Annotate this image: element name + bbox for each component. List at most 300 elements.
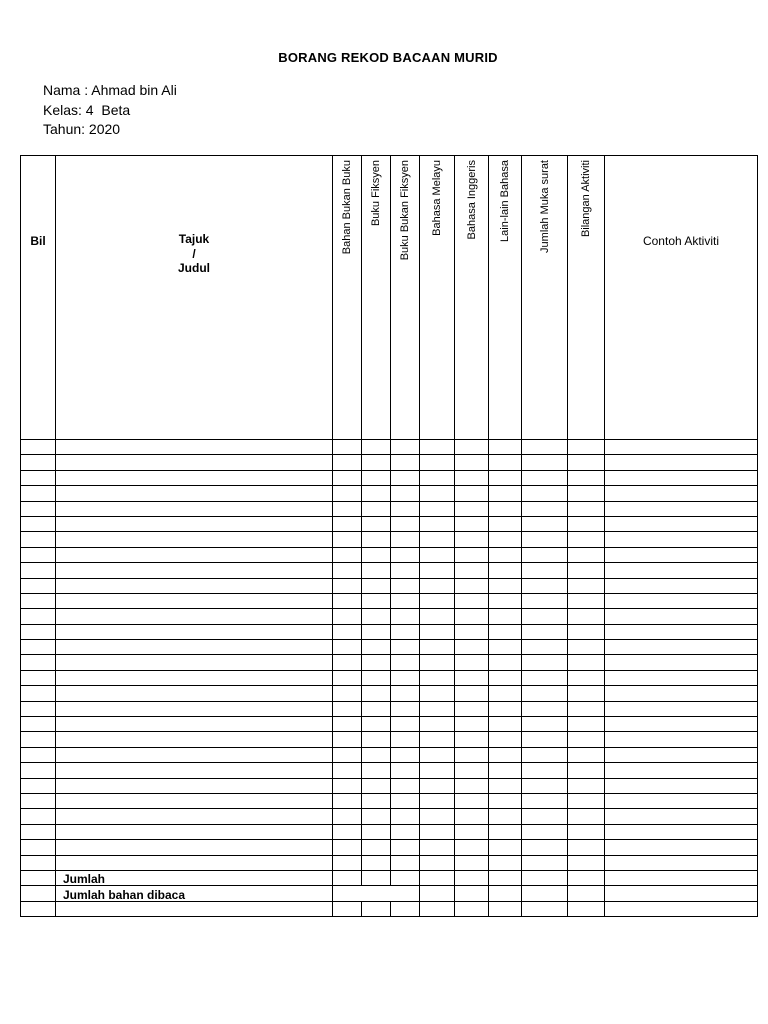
table-cell[interactable] [333,532,362,547]
table-cell[interactable] [21,516,56,531]
table-cell[interactable] [489,532,522,547]
table-cell[interactable] [420,747,455,762]
table-cell[interactable] [391,809,420,824]
table-cell[interactable] [21,793,56,808]
table-cell[interactable] [391,686,420,701]
table-cell[interactable] [568,670,605,685]
table-cell[interactable] [420,901,455,916]
table-cell[interactable] [21,778,56,793]
table-cell[interactable] [56,532,333,547]
table-cell[interactable] [391,870,420,885]
table-cell[interactable] [56,578,333,593]
table-cell[interactable] [522,763,568,778]
table-cell[interactable] [605,901,758,916]
table-cell[interactable] [362,578,391,593]
table-cell[interactable] [420,793,455,808]
table-cell[interactable] [605,470,758,485]
table-cell[interactable] [455,640,489,655]
table-cell[interactable] [568,532,605,547]
table-cell[interactable] [489,870,522,885]
table-cell[interactable] [362,640,391,655]
table-cell[interactable] [605,624,758,639]
table-cell[interactable] [489,578,522,593]
table-cell[interactable] [56,501,333,516]
table-cell[interactable] [568,732,605,747]
table-cell[interactable] [333,563,362,578]
table-cell[interactable] [56,593,333,608]
table-cell[interactable] [420,855,455,870]
table-cell[interactable] [56,547,333,562]
table-cell[interactable] [489,717,522,732]
table-cell[interactable] [420,655,455,670]
table-cell[interactable] [333,717,362,732]
table-cell[interactable] [362,470,391,485]
table-cell[interactable] [391,793,420,808]
table-cell[interactable] [420,516,455,531]
table-cell[interactable] [568,655,605,670]
table-cell[interactable] [56,824,333,839]
table-cell[interactable] [362,717,391,732]
table-cell[interactable] [420,701,455,716]
table-cell[interactable] [391,624,420,639]
table-cell[interactable] [333,686,362,701]
table-cell[interactable] [489,516,522,531]
table-cell[interactable] [362,655,391,670]
table-cell[interactable] [522,516,568,531]
table-cell[interactable] [568,516,605,531]
table-cell[interactable] [21,855,56,870]
table-cell[interactable] [333,440,362,455]
table-cell[interactable] [568,455,605,470]
table-cell[interactable] [455,870,489,885]
table-cell[interactable] [568,824,605,839]
table-cell[interactable] [522,486,568,501]
table-cell[interactable] [333,516,362,531]
table-cell[interactable] [455,717,489,732]
table-cell[interactable] [362,824,391,839]
table-cell[interactable] [455,793,489,808]
table-cell[interactable] [391,486,420,501]
table-cell[interactable] [333,486,362,501]
table-cell[interactable] [605,563,758,578]
table-cell[interactable] [56,840,333,855]
table-cell[interactable] [522,824,568,839]
table-cell[interactable] [420,778,455,793]
table-cell[interactable] [568,701,605,716]
table-cell[interactable] [605,670,758,685]
table-cell[interactable] [333,732,362,747]
table-cell[interactable] [333,809,362,824]
table-cell[interactable] [489,840,522,855]
table-cell[interactable] [21,763,56,778]
table-cell[interactable] [391,840,420,855]
table-cell[interactable] [56,670,333,685]
table-cell[interactable] [455,516,489,531]
table-cell[interactable] [333,840,362,855]
table-cell[interactable] [362,547,391,562]
table-cell[interactable] [56,440,333,455]
table-cell[interactable] [333,640,362,655]
table-cell[interactable] [362,701,391,716]
table-cell[interactable] [489,440,522,455]
table-cell[interactable] [21,655,56,670]
table-cell[interactable] [489,593,522,608]
table-cell[interactable] [568,793,605,808]
table-cell[interactable] [21,717,56,732]
table-cell[interactable] [56,486,333,501]
table-cell[interactable] [391,593,420,608]
table-cell[interactable] [420,593,455,608]
table-cell[interactable] [455,655,489,670]
table-cell[interactable] [568,593,605,608]
table-cell[interactable] [489,609,522,624]
table-cell[interactable] [391,563,420,578]
table-cell[interactable] [522,624,568,639]
table-cell[interactable] [522,455,568,470]
table-cell[interactable] [391,655,420,670]
table-cell[interactable] [56,763,333,778]
table-cell[interactable] [605,486,758,501]
table-cell[interactable] [362,516,391,531]
table-cell[interactable] [522,655,568,670]
table-cell[interactable] [522,670,568,685]
table-cell[interactable] [605,655,758,670]
table-cell[interactable] [568,440,605,455]
table-cell[interactable] [455,732,489,747]
table-cell[interactable] [56,624,333,639]
table-cell[interactable] [489,640,522,655]
table-cell[interactable] [420,732,455,747]
table-cell[interactable] [21,686,56,701]
table-cell[interactable] [21,440,56,455]
table-cell[interactable] [568,486,605,501]
table-cell[interactable] [21,501,56,516]
table-cell[interactable] [605,578,758,593]
table-cell[interactable] [522,870,568,885]
table-cell[interactable] [362,870,391,885]
table-cell[interactable] [56,701,333,716]
table-cell[interactable] [420,470,455,485]
table-cell[interactable] [605,717,758,732]
table-cell[interactable] [420,717,455,732]
table-cell[interactable] [489,778,522,793]
table-cell[interactable] [605,763,758,778]
table-cell[interactable] [21,901,56,916]
table-cell[interactable] [362,686,391,701]
table-cell[interactable] [568,563,605,578]
table-cell[interactable] [489,701,522,716]
table-cell[interactable] [605,532,758,547]
table-cell[interactable] [420,886,455,901]
table-cell[interactable] [391,670,420,685]
table-cell[interactable] [333,624,362,639]
table-cell[interactable] [420,840,455,855]
table-cell[interactable] [333,470,362,485]
table-cell[interactable] [333,747,362,762]
table-cell[interactable] [333,609,362,624]
table-cell[interactable] [455,763,489,778]
table-cell[interactable] [21,593,56,608]
table-cell[interactable] [420,763,455,778]
table-cell[interactable] [391,732,420,747]
table-cell[interactable] [420,486,455,501]
table-cell[interactable] [605,732,758,747]
table-cell[interactable] [568,624,605,639]
table-cell[interactable] [489,486,522,501]
table-cell[interactable] [568,855,605,870]
table-cell[interactable] [568,686,605,701]
table-cell[interactable] [605,793,758,808]
table-cell[interactable] [56,793,333,808]
table-cell[interactable] [605,855,758,870]
table-cell[interactable] [568,501,605,516]
table-cell[interactable] [605,870,758,885]
table-cell[interactable] [522,609,568,624]
table-cell[interactable] [605,886,758,901]
table-cell[interactable] [391,547,420,562]
table-cell[interactable] [362,670,391,685]
table-cell[interactable] [21,547,56,562]
table-cell[interactable] [362,532,391,547]
table-cell[interactable] [522,686,568,701]
table-cell[interactable] [56,809,333,824]
table-cell[interactable] [489,501,522,516]
table-cell[interactable] [455,670,489,685]
table-cell[interactable] [489,809,522,824]
table-cell[interactable] [420,824,455,839]
table-cell[interactable] [56,901,333,916]
table-cell[interactable] [489,455,522,470]
table-cell[interactable] [455,901,489,916]
table-cell[interactable] [333,670,362,685]
table-cell[interactable] [455,486,489,501]
table-cell[interactable] [56,732,333,747]
table-cell[interactable] [568,578,605,593]
table-cell[interactable] [605,455,758,470]
table-cell[interactable] [568,547,605,562]
table-cell[interactable] [522,793,568,808]
table-cell[interactable] [420,640,455,655]
table-cell[interactable] [391,578,420,593]
table-cell[interactable] [391,440,420,455]
table-cell[interactable] [362,840,391,855]
table-cell[interactable] [391,763,420,778]
table-cell[interactable] [455,578,489,593]
table-cell[interactable] [362,809,391,824]
table-cell[interactable] [522,532,568,547]
table-cell[interactable] [489,824,522,839]
table-cell[interactable] [333,855,362,870]
table-cell[interactable] [21,732,56,747]
table-cell[interactable] [56,778,333,793]
table-cell[interactable] [489,747,522,762]
table-cell[interactable] [56,655,333,670]
table-cell[interactable] [489,563,522,578]
table-cell[interactable] [522,747,568,762]
table-cell[interactable] [455,593,489,608]
table-cell[interactable] [522,547,568,562]
table-cell[interactable] [21,747,56,762]
table-cell[interactable] [362,855,391,870]
table-cell[interactable] [21,609,56,624]
table-cell[interactable] [420,578,455,593]
table-cell[interactable] [455,547,489,562]
table-cell[interactable] [391,470,420,485]
table-cell[interactable] [522,809,568,824]
table-cell[interactable] [522,440,568,455]
table-cell[interactable] [362,455,391,470]
table-cell[interactable] [333,455,362,470]
table-cell[interactable] [21,563,56,578]
table-cell[interactable] [333,547,362,562]
table-cell[interactable] [455,455,489,470]
table-cell[interactable] [420,547,455,562]
jumlah-bahan-total[interactable] [333,886,420,901]
table-cell[interactable] [522,578,568,593]
table-cell[interactable] [391,532,420,547]
table-cell[interactable] [333,870,362,885]
table-cell[interactable] [455,440,489,455]
table-cell[interactable] [21,640,56,655]
table-cell[interactable] [568,747,605,762]
table-cell[interactable] [455,886,489,901]
table-cell[interactable] [489,547,522,562]
table-cell[interactable] [568,763,605,778]
table-cell[interactable] [455,747,489,762]
table-cell[interactable] [391,717,420,732]
table-cell[interactable] [333,793,362,808]
table-cell[interactable] [568,870,605,885]
table-cell[interactable] [420,609,455,624]
table-cell[interactable] [522,886,568,901]
table-cell[interactable] [420,563,455,578]
table-cell[interactable] [362,501,391,516]
table-cell[interactable] [455,470,489,485]
table-cell[interactable] [391,824,420,839]
table-cell[interactable] [489,686,522,701]
table-cell[interactable] [420,870,455,885]
table-cell[interactable] [56,855,333,870]
table-cell[interactable] [21,578,56,593]
table-cell[interactable] [420,532,455,547]
table-cell[interactable] [522,732,568,747]
table-cell[interactable] [362,763,391,778]
table-cell[interactable] [333,701,362,716]
table-cell[interactable] [489,793,522,808]
table-cell[interactable] [522,501,568,516]
table-cell[interactable] [489,886,522,901]
table-cell[interactable] [605,547,758,562]
table-cell[interactable] [522,470,568,485]
table-cell[interactable] [333,824,362,839]
table-cell[interactable] [21,701,56,716]
table-cell[interactable] [455,609,489,624]
table-cell[interactable] [489,470,522,485]
table-cell[interactable] [21,809,56,824]
table-cell[interactable] [522,778,568,793]
table-cell[interactable] [489,855,522,870]
table-cell[interactable] [455,624,489,639]
table-cell[interactable] [333,763,362,778]
table-cell[interactable] [605,701,758,716]
table-cell[interactable] [56,563,333,578]
table-cell[interactable] [21,624,56,639]
table-cell[interactable] [522,840,568,855]
table-cell[interactable] [455,501,489,516]
table-cell[interactable] [568,840,605,855]
table-cell[interactable] [568,901,605,916]
table-cell[interactable] [391,609,420,624]
table-cell[interactable] [489,732,522,747]
table-cell[interactable] [455,686,489,701]
table-cell[interactable] [420,440,455,455]
table-cell[interactable] [489,624,522,639]
table-cell[interactable] [455,778,489,793]
table-cell[interactable] [56,516,333,531]
table-cell[interactable] [21,824,56,839]
table-cell[interactable] [568,640,605,655]
table-cell[interactable] [420,501,455,516]
table-cell[interactable] [362,624,391,639]
table-cell[interactable] [56,455,333,470]
table-cell[interactable] [420,624,455,639]
table-cell[interactable] [56,686,333,701]
table-cell[interactable] [56,717,333,732]
table-cell[interactable] [420,809,455,824]
table-cell[interactable] [605,609,758,624]
table-cell[interactable] [522,717,568,732]
table-cell[interactable] [391,855,420,870]
table-cell[interactable] [420,455,455,470]
table-cell[interactable] [489,901,522,916]
table-cell[interactable] [362,732,391,747]
table-cell[interactable] [568,609,605,624]
table-cell[interactable] [489,763,522,778]
table-cell[interactable] [605,778,758,793]
table-cell[interactable] [362,440,391,455]
table-cell[interactable] [362,901,391,916]
table-cell[interactable] [21,470,56,485]
table-cell[interactable] [362,593,391,608]
table-cell[interactable] [455,855,489,870]
table-cell[interactable] [522,701,568,716]
table-cell[interactable] [362,793,391,808]
table-cell[interactable] [391,901,420,916]
table-cell[interactable] [605,686,758,701]
table-cell[interactable] [522,901,568,916]
table-cell[interactable] [455,824,489,839]
table-cell[interactable] [568,886,605,901]
table-cell[interactable] [455,809,489,824]
table-cell[interactable] [362,747,391,762]
table-cell[interactable] [522,563,568,578]
table-cell[interactable] [605,840,758,855]
table-cell[interactable] [522,640,568,655]
table-cell[interactable] [489,655,522,670]
table-cell[interactable] [391,501,420,516]
table-cell[interactable] [489,670,522,685]
table-cell[interactable] [455,840,489,855]
table-cell[interactable] [362,563,391,578]
table-cell[interactable] [56,470,333,485]
table-cell[interactable] [605,440,758,455]
table-cell[interactable] [391,778,420,793]
table-cell[interactable] [362,778,391,793]
table-cell[interactable] [333,501,362,516]
table-cell[interactable] [455,563,489,578]
table-cell[interactable] [605,501,758,516]
table-cell[interactable] [391,747,420,762]
